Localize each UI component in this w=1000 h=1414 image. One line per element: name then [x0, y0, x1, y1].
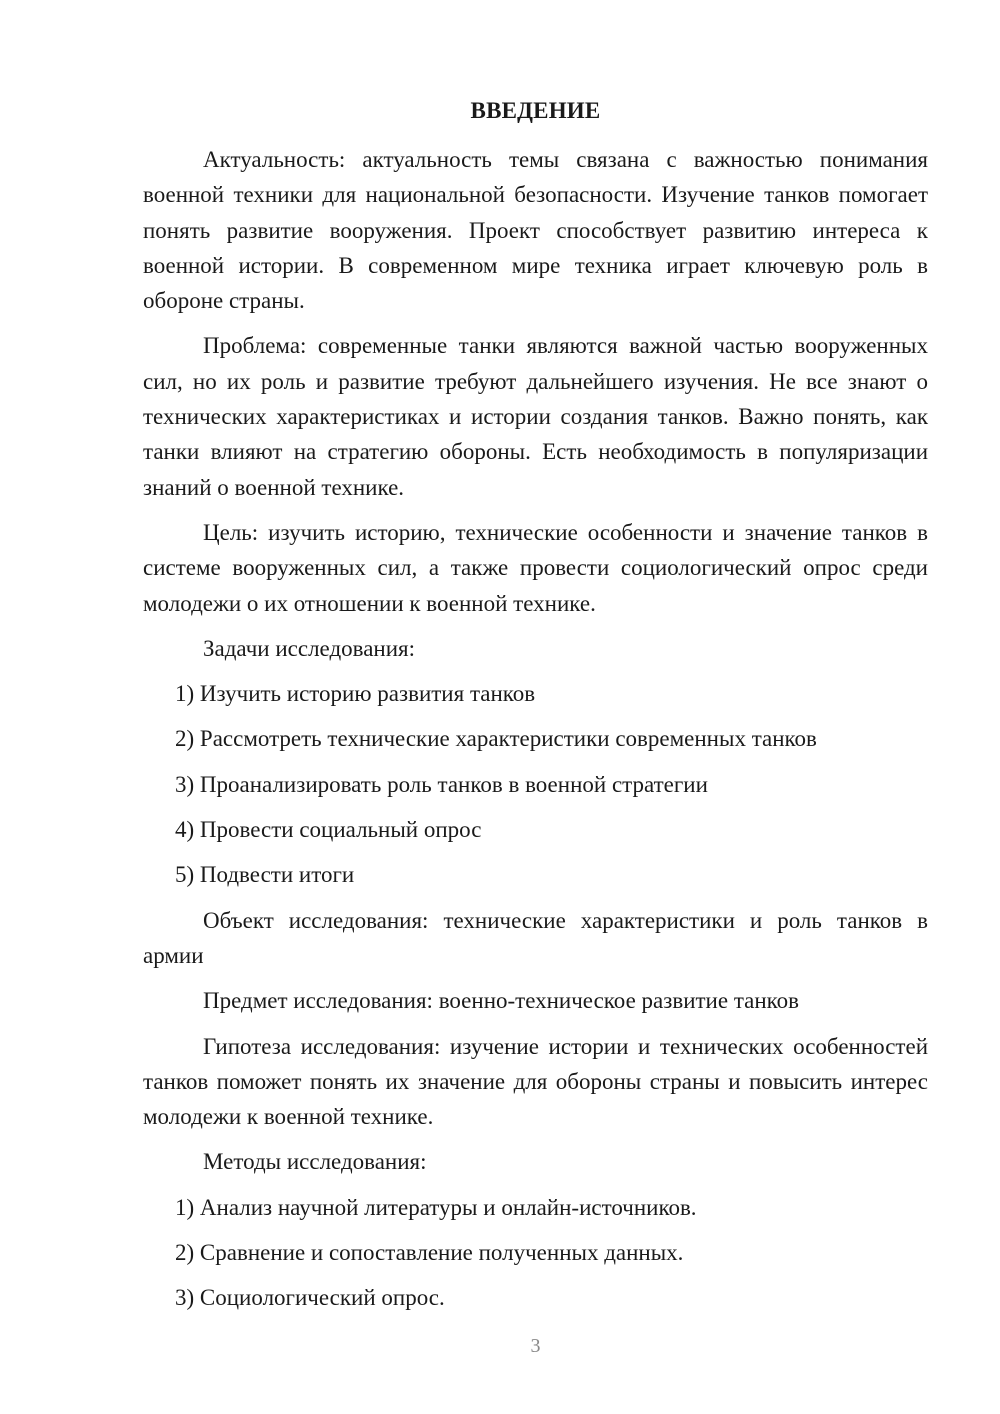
- method-item: 1) Анализ научной литературы и онлайн-источников.: [175, 1194, 697, 1220]
- tasks-list: [143, 676, 928, 892]
- page-number: 3: [530, 1335, 541, 1357]
- task-item: 1) Изучить историю развития танков: [175, 681, 536, 707]
- subject-paragraph: Предмет исследования: военно-техническое развитие танков: [203, 988, 800, 1014]
- task-item: 3) Проанализировать роль танков в военной стратегии: [175, 771, 708, 797]
- document-page: [143, 0, 928, 1414]
- relevance-paragraph: Актуальность: актуальность темы связана с важностью понимания военной техники для национальной безопасности. Изучение танков помогает понять развитие вооружения. Проект способствует развитию интереса к военной истории. В современном мире техника играет ключевую роль в обороне страны.: [143, 147, 928, 314]
- methods-heading: Методы исследования:: [203, 1149, 427, 1175]
- document-body: [143, 142, 928, 1326]
- methods-list: [143, 1190, 928, 1316]
- problem-paragraph: Проблема: современные танки являются важной частью вооруженных сил, но их роль и развитие требуют дальнейшего изучения. Не все знают о технических характеристиках и истории создания танков. Важно понять, как танки влияют на стратегию обороны. Есть необходимость в популяризации знаний о военной технике.: [143, 333, 928, 500]
- task-item: 4) Провести социальный опрос: [175, 817, 482, 843]
- method-item: 2) Сравнение и сопоставление полученных данных.: [175, 1240, 684, 1266]
- goal-paragraph: Цель: изучить историю, технические особенности и значение танков в системе вооруженных сил, а также провести социологический опрос среди молодежи о их отношении к военной технике.: [143, 519, 928, 616]
- task-item: 5) Подвести итоги: [175, 862, 355, 888]
- object-paragraph: Объект исследования: технические характеристики и роль танков в армии: [143, 907, 928, 968]
- task-item: 2) Рассмотреть технические характеристики современных танков: [175, 726, 817, 752]
- method-item: 3) Социологический опрос.: [175, 1285, 445, 1311]
- tasks-heading: Задачи исследования:: [203, 635, 416, 661]
- hypothesis-paragraph: Гипотеза исследования: изучение истории и технических особенностей танков поможет понять их значение для обороны страны и повысить интерес молодежи к военной технике.: [143, 1033, 928, 1130]
- page-title: ВВЕДЕНИЕ: [470, 98, 601, 123]
